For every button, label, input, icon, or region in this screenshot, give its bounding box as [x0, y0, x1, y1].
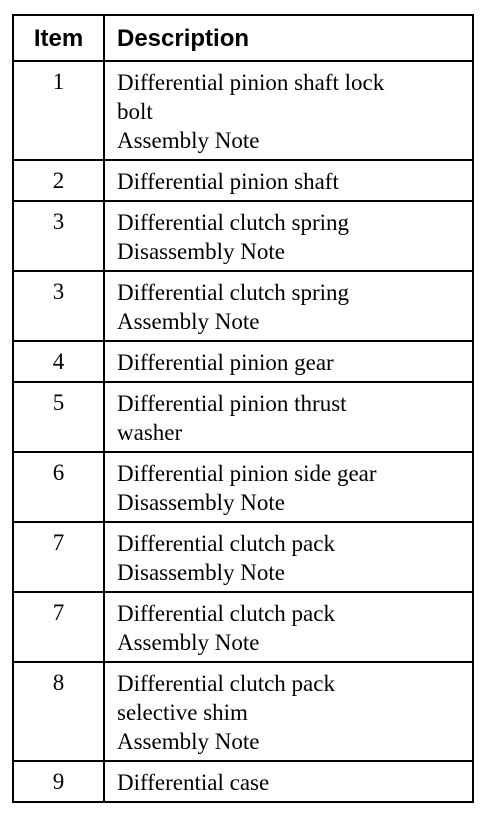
table-header-row — [14, 16, 472, 62]
table-row — [14, 762, 472, 801]
table-row — [14, 62, 472, 161]
item-number: 6 — [14, 453, 105, 521]
table-row — [14, 453, 472, 523]
item-description — [105, 342, 472, 381]
item-description — [105, 762, 472, 801]
table-row — [14, 161, 472, 202]
item-number: 8 — [14, 663, 105, 760]
description-line: Assembly Note — [117, 309, 260, 334]
description-line: Differential clutch spring — [117, 210, 350, 235]
item-number: 1 — [14, 62, 105, 159]
description-line: Assembly Note — [117, 729, 260, 754]
item-number: 7 — [14, 523, 105, 591]
item-column-header: Item — [14, 16, 105, 60]
item-number: 7 — [14, 593, 105, 661]
table-row — [14, 593, 472, 663]
table-row — [14, 342, 472, 383]
description-line: Differential pinion gear — [117, 350, 334, 375]
description-line: Disassembly Note — [117, 560, 286, 585]
description-line: Differential clutch pack — [117, 671, 335, 696]
item-description — [105, 161, 472, 200]
item-description — [105, 62, 472, 159]
item-description — [105, 523, 472, 591]
table-row — [14, 272, 472, 342]
item-number: 5 — [14, 383, 105, 451]
item-description — [105, 272, 472, 340]
item-description — [105, 383, 472, 451]
table-row — [14, 202, 472, 272]
description-line: Differential clutch pack — [117, 531, 335, 556]
description-line: Differential case — [117, 770, 270, 795]
item-number: 4 — [14, 342, 105, 381]
description-line: Differential pinion shaft — [117, 169, 339, 194]
description-line: washer — [117, 420, 183, 445]
item-description — [105, 453, 472, 521]
description-line: Differential clutch spring — [117, 280, 350, 305]
description-line: Disassembly Note — [117, 490, 286, 515]
item-description — [105, 593, 472, 661]
description-line: Differential pinion side gear — [117, 461, 377, 486]
description-line: Assembly Note — [117, 630, 260, 655]
description-column-header: Description — [117, 25, 250, 52]
item-number: 2 — [14, 161, 105, 200]
table-row — [14, 523, 472, 593]
description-line: Differential pinion shaft lock — [117, 70, 385, 95]
parts-table — [12, 14, 474, 803]
item-number: 9 — [14, 762, 105, 801]
item-description — [105, 663, 472, 760]
table-row — [14, 663, 472, 762]
item-number: 3 — [14, 202, 105, 270]
description-line: bolt — [117, 99, 153, 124]
item-description — [105, 202, 472, 270]
description-line: Assembly Note — [117, 128, 260, 153]
description-line: Differential pinion thrust — [117, 391, 347, 416]
description-line: selective shim — [117, 700, 248, 725]
description-line: Differential clutch pack — [117, 601, 335, 626]
description-line: Disassembly Note — [117, 239, 286, 264]
item-number: 3 — [14, 272, 105, 340]
table-row — [14, 383, 472, 453]
